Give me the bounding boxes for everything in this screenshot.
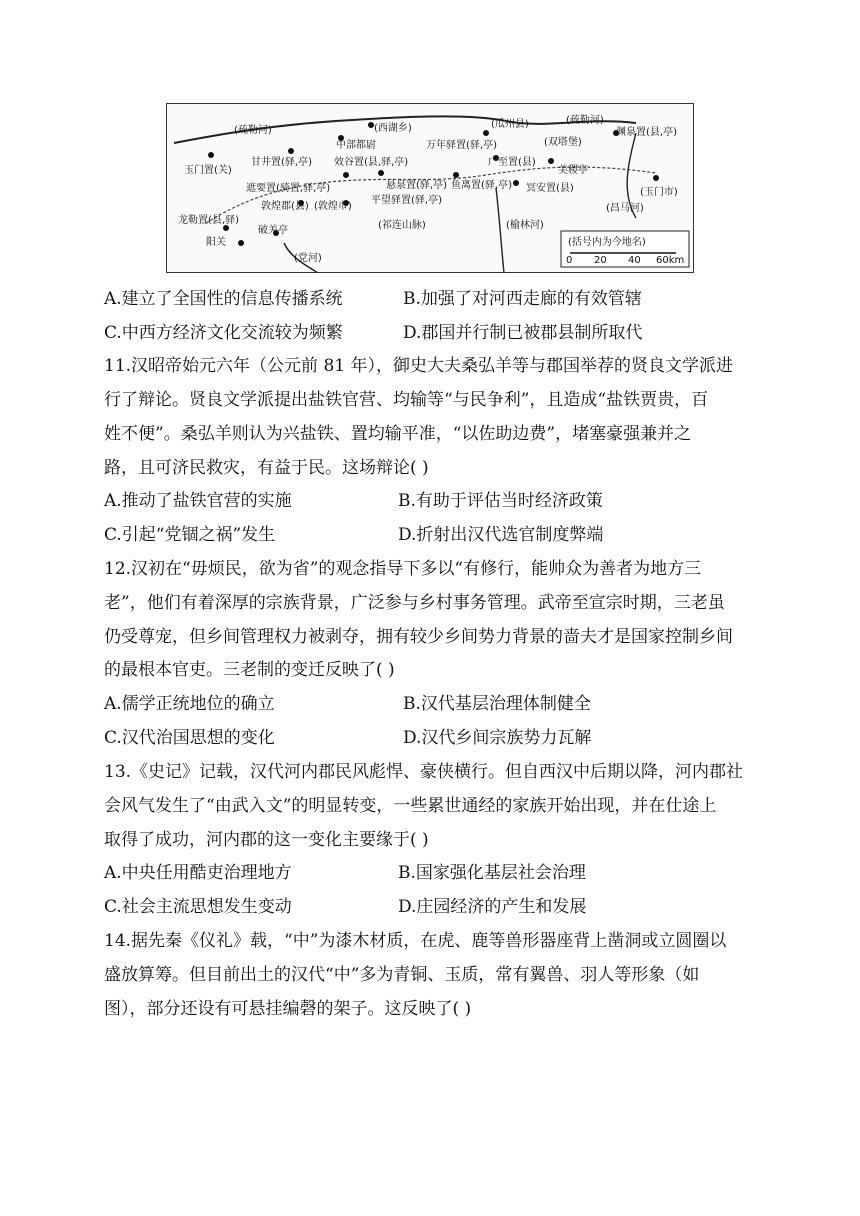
q13-line-2: 会风气发生了“由武入文”的明显转变，一些累世通经的家族开始出现，并在仕途上 [104, 796, 717, 816]
q12-option-a: A.儒学正统地位的确立 [104, 694, 275, 714]
map-label-yuli: 鱼离置(驿,亭) [451, 180, 512, 191]
q12-option-c: C.汉代治国思想的变化 [104, 728, 275, 748]
hexi-corridor-map [166, 103, 694, 273]
map-label-dunhuang: 敦煌郡(县) [261, 201, 309, 212]
map-label-zhongbu: 中部都尉 [336, 140, 376, 151]
q12-line-1: 12.汉初在“毋烦民，欲为省”的观念指导下多以“有修行，能帅众为善者为地方三 [104, 559, 702, 579]
q10-option-c: C.中西方经济文化交流较为频繁 [104, 323, 343, 343]
q12-option-b: B.汉代基层治理体制健全 [403, 694, 591, 714]
q12-line-4: 的最根本官吏。三老制的变迁反映了( ) [104, 660, 395, 680]
q13-line-1: 13.《史记》记载，汉代河内郡民风彪悍、豪侠横行。但自西汉中后期以降，河内郡社 [104, 762, 744, 782]
map-label-xihu: (西湖乡) [374, 123, 412, 134]
map-label-pingwang: 平望驿置(驿,亭) [371, 195, 442, 206]
q14-line-3: 图），部分还设有可悬挂编磬的架子。这反映了( ) [104, 999, 472, 1019]
map-label-danghe: (党河) [294, 253, 322, 264]
map-label-yulin: (榆林河) [506, 220, 544, 231]
q12-line-2: 老”，他们有着深厚的宗族背景，广泛参与乡村事务管理。武帝至宣宗时期，三老虽 [104, 593, 725, 613]
map-legend-note: (括号内为今地名) [568, 237, 646, 248]
q13-option-a: A.中央任用酷吏治理地方 [104, 863, 292, 883]
map-label-xiaogu: 效谷置(县,驿,亭) [334, 157, 409, 168]
map-scale-0: 0 [566, 255, 573, 266]
map-label-xuanquan: 悬泉置(驿,亭) [386, 180, 447, 191]
map-scale-60: 60km [656, 255, 685, 266]
map-label-changmahe: (昌马河) [606, 203, 644, 214]
q10-option-b: B.加强了对河西走廊的有效管辖 [403, 289, 642, 309]
map-label-yuanquan: 渊泉置(县,亭) [616, 127, 677, 138]
q10-option-a: A.建立了全国性的信息传播系统 [104, 289, 343, 309]
q14-line-1: 14.据先秦《仪礼》载，“中”为漆木材质，在虎、鹿等兽形器座背上凿洞或立圆圈以 [104, 931, 727, 951]
map-scale-20: 20 [594, 255, 607, 266]
map-label-ganjing: 甘井置(驿,亭) [251, 157, 312, 168]
map-label-minggan: 冥安置(县) [526, 183, 574, 194]
q11-option-b: B.有助于评估当时经济政策 [398, 491, 603, 511]
map-label-meiji: 美稷亭 [558, 165, 588, 176]
q13-option-c: C.社会主流思想发生变动 [104, 897, 292, 917]
q12-line-3: 仍受尊宠，但乡间管理权力被剥夺，拥有较少乡间势力背景的啬夫才是国家控制乡间 [104, 627, 733, 647]
q11-line-3: 姓不便”。桑弘羊则认为兴盐铁、置均输平准，“以佐助边费”，堵塞豪强兼并之 [104, 424, 692, 444]
map-label-yang: 阳关 [206, 237, 226, 248]
map-scale-40: 40 [628, 255, 641, 266]
q10-option-d: D.郡国并行制已被郡县制所取代 [403, 323, 643, 343]
map-label-shule1: (疏勒河) [234, 125, 272, 136]
q11-line-4: 路，且可济民救灾，有益于民。这场辩论( ) [104, 458, 429, 478]
map-label-guangzhi: 广至置(县) [488, 157, 536, 168]
map-label-yumenshi: (玉门市) [640, 187, 678, 198]
q11-line-2: 行了辩论。贤良文学派提出盐铁官营、均输等“与民争利”，且造成“盐铁贾贵，百 [104, 390, 709, 410]
map-label-yumen: 玉门置(关) [184, 165, 232, 176]
q13-line-3: 取得了成功，河内郡的这一变化主要缘于( ) [104, 830, 429, 850]
map-label-qilian: (祁连山脉) [378, 220, 426, 231]
map-label-shuangta: (双塔堡) [544, 137, 582, 148]
q13-option-b: B.国家强化基层社会治理 [398, 863, 586, 883]
map-label-shule2: (疏勒河) [566, 115, 604, 126]
map-label-wannian: 万年驿置(驿,亭) [426, 140, 497, 151]
map-label-zaoyao: 遮要置(骑置,驿,亭) [246, 183, 331, 194]
q11-option-c: C.引起“党锢之祸”发生 [104, 525, 276, 545]
q11-option-d: D.折射出汉代选官制度弊端 [398, 525, 604, 545]
map-label-longle: 龙勒置(县,驿) [178, 215, 239, 226]
q11-line-1: 11.汉昭帝始元六年（公元前 81 年），御史大夫桑弘羊等与郡国举荐的贤良文学派进 [104, 356, 733, 376]
q12-option-d: D.汉代乡间宗族势力瓦解 [403, 728, 592, 748]
q11-option-a: A.推动了盐铁官营的实施 [104, 491, 292, 511]
map-label-dunhuangshi: (敦煌市) [314, 201, 352, 212]
q14-line-2: 盛放算筹。但目前出土的汉代“中”多为青铜、玉质，常有翼兽、羽人等形象（如 [104, 965, 700, 985]
q13-option-d: D.庄园经济的产生和发展 [398, 897, 587, 917]
map-label-guazhou: (瓜州县) [491, 119, 529, 130]
map-label-poqiang: 破羌亭 [258, 225, 288, 236]
